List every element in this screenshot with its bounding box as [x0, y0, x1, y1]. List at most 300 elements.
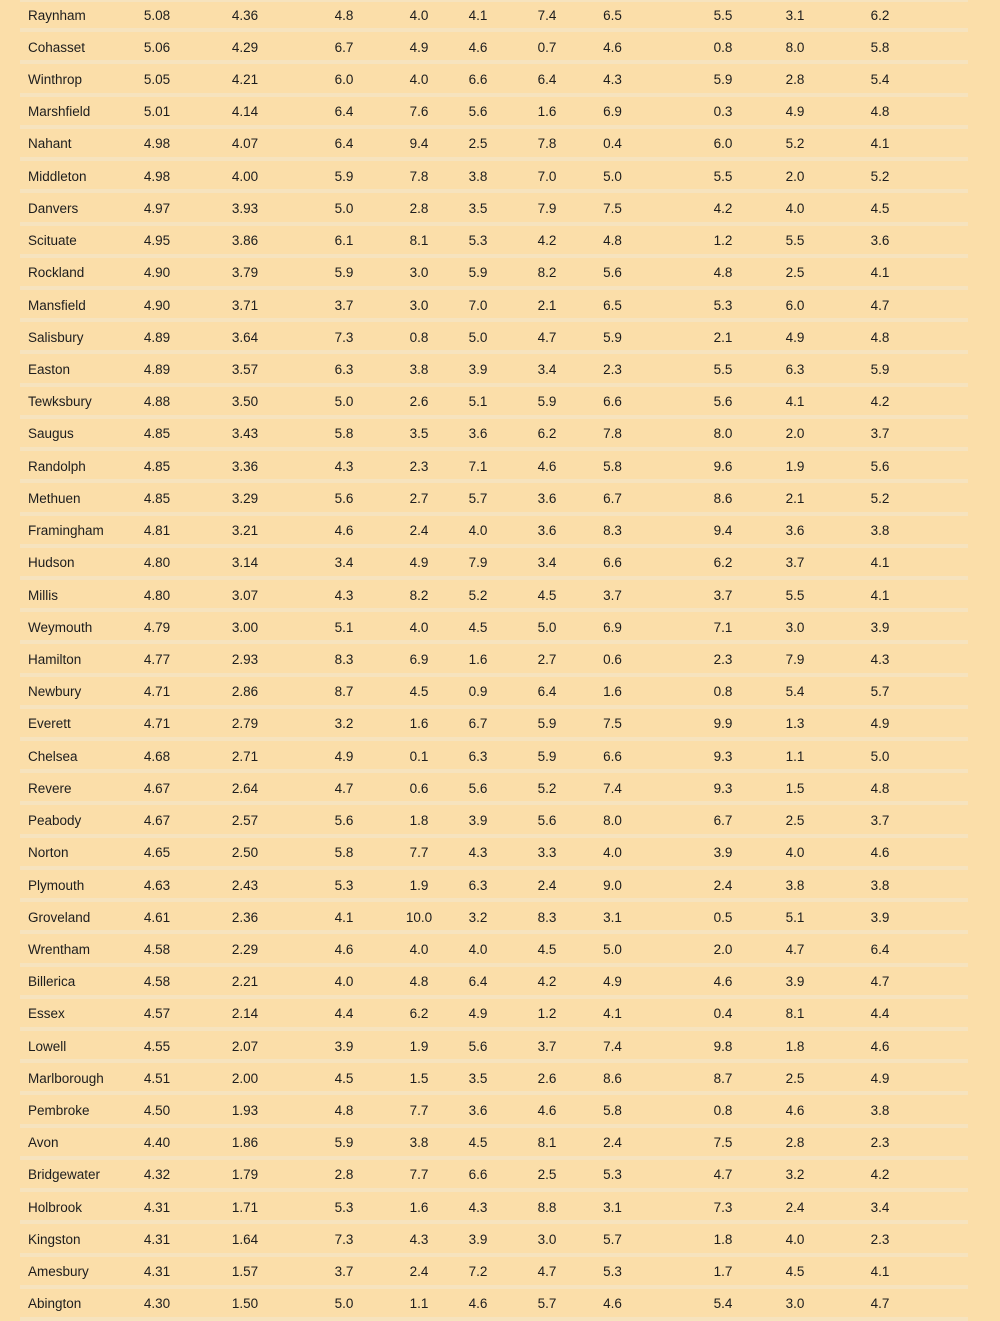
value-cell: 2.1: [713, 329, 733, 345]
table-row: [20, 677, 968, 709]
value-cell: 7.5: [713, 1135, 733, 1151]
value-cell: 2.00: [231, 1070, 259, 1086]
value-cell: 7.3: [713, 1199, 733, 1215]
value-cell: 3.7: [870, 813, 890, 829]
value-cell: 4.85: [143, 490, 171, 506]
table-row: [20, 161, 968, 193]
value-cell: 2.6: [537, 1070, 557, 1086]
value-cell: 3.50: [231, 394, 259, 410]
value-cell: 0.8: [713, 684, 733, 700]
value-cell: 3.6: [537, 490, 557, 506]
value-cell: 5.6: [870, 458, 890, 474]
value-cell: 4.0: [468, 941, 488, 957]
value-cell: 8.3: [537, 909, 557, 925]
value-cell: 3.9: [785, 974, 805, 990]
town-cell: Methuen: [28, 490, 81, 506]
value-cell: 4.81: [143, 523, 171, 539]
value-cell: 2.3: [409, 458, 429, 474]
value-cell: 0.1: [409, 748, 429, 764]
value-cell: 5.9: [537, 748, 557, 764]
table-row: [20, 838, 968, 870]
value-cell: 1.86: [231, 1135, 259, 1151]
table-row: [20, 483, 968, 515]
value-cell: 3.4: [870, 1199, 890, 1215]
town-cell: Billerica: [28, 974, 76, 990]
value-cell: 4.5: [468, 619, 488, 635]
value-cell: 3.6: [870, 233, 890, 249]
value-cell: 5.7: [537, 1296, 557, 1312]
value-cell: 2.4: [409, 1264, 429, 1280]
value-cell: 5.5: [785, 587, 805, 603]
value-cell: 4.95: [143, 233, 171, 249]
table-row: [20, 32, 968, 64]
town-cell: Kingston: [28, 1231, 81, 1247]
value-cell: 3.9: [468, 362, 488, 378]
town-cell: Nahant: [28, 136, 72, 152]
value-cell: 4.79: [143, 619, 171, 635]
table-row: [20, 64, 968, 96]
town-cell: Plymouth: [28, 877, 85, 893]
value-cell: 9.6: [713, 458, 733, 474]
table-row: [20, 1224, 968, 1256]
value-cell: 5.06: [143, 39, 171, 55]
value-cell: 7.9: [468, 555, 488, 571]
value-cell: 5.0: [334, 200, 354, 216]
table-row: [20, 1257, 968, 1289]
value-cell: 5.9: [334, 1135, 354, 1151]
value-cell: 3.9: [468, 813, 488, 829]
town-cell: Winthrop: [28, 72, 83, 88]
value-cell: 4.6: [468, 1296, 488, 1312]
value-cell: 2.64: [231, 780, 259, 796]
value-cell: 0.3: [713, 104, 733, 120]
town-cell: Peabody: [28, 813, 82, 829]
value-cell: 7.1: [468, 458, 488, 474]
value-cell: 4.6: [603, 1296, 622, 1312]
value-cell: 0.9: [468, 684, 488, 700]
value-cell: 4.9: [870, 1070, 890, 1086]
value-cell: 3.9: [713, 845, 733, 861]
value-cell: 2.14: [231, 1006, 259, 1022]
value-cell: 3.8: [409, 362, 429, 378]
value-cell: 6.2: [537, 426, 557, 442]
value-cell: 4.63: [143, 877, 171, 893]
value-cell: 3.7: [537, 1038, 557, 1054]
value-cell: 4.0: [334, 974, 354, 990]
value-cell: 4.77: [143, 651, 171, 667]
value-cell: 4.7: [713, 1167, 733, 1183]
value-cell: 1.79: [231, 1167, 259, 1183]
value-cell: 6.3: [334, 362, 354, 378]
value-cell: 5.8: [603, 1103, 622, 1119]
value-cell: 6.9: [603, 104, 622, 120]
value-cell: 4.14: [231, 104, 259, 120]
value-cell: 7.6: [409, 104, 429, 120]
value-cell: 4.8: [870, 104, 890, 120]
town-cell: Norton: [28, 845, 69, 861]
town-cell: Essex: [28, 1006, 65, 1022]
table-row: [20, 354, 968, 386]
value-cell: 3.6: [468, 426, 488, 442]
value-cell: 4.8: [334, 1103, 354, 1119]
value-cell: 2.86: [231, 684, 259, 700]
value-cell: 4.2: [870, 394, 890, 410]
value-cell: 4.1: [870, 1264, 890, 1280]
table-row: [20, 129, 968, 161]
value-cell: 3.7: [870, 426, 890, 442]
value-cell: 4.07: [231, 136, 259, 152]
value-cell: 4.7: [537, 329, 557, 345]
value-cell: 2.4: [713, 877, 733, 893]
value-cell: 4.80: [143, 555, 171, 571]
value-cell: 5.3: [334, 877, 354, 893]
value-cell: 5.9: [870, 362, 890, 378]
value-cell: 6.0: [334, 72, 354, 88]
value-cell: 4.6: [537, 458, 557, 474]
table-row: [20, 419, 968, 451]
value-cell: 6.1: [334, 233, 354, 249]
town-cell: Cohasset: [28, 39, 86, 55]
value-cell: 4.9: [870, 716, 890, 732]
value-cell: 4.8: [870, 780, 890, 796]
value-cell: 7.7: [409, 1167, 429, 1183]
value-cell: 4.0: [409, 72, 429, 88]
value-cell: 8.1: [785, 1006, 805, 1022]
value-cell: 2.4: [785, 1199, 805, 1215]
value-cell: 2.5: [468, 136, 488, 152]
value-cell: 3.00: [231, 619, 259, 635]
value-cell: 4.3: [603, 72, 622, 88]
value-cell: 5.9: [713, 72, 733, 88]
value-cell: 0.4: [713, 1006, 733, 1022]
value-cell: 4.8: [409, 974, 429, 990]
value-cell: 4.3: [334, 587, 354, 603]
value-cell: 1.9: [785, 458, 805, 474]
value-cell: 4.6: [468, 39, 488, 55]
value-cell: 4.6: [713, 974, 733, 990]
value-cell: 3.1: [785, 7, 805, 23]
value-cell: 2.3: [870, 1231, 890, 1247]
value-cell: 3.79: [231, 265, 259, 281]
value-cell: 4.2: [537, 233, 557, 249]
value-cell: 3.29: [231, 490, 259, 506]
value-cell: 3.8: [409, 1135, 429, 1151]
value-cell: 4.1: [334, 909, 354, 925]
value-cell: 7.1: [713, 619, 733, 635]
value-cell: 5.2: [537, 780, 557, 796]
value-cell: 3.86: [231, 233, 259, 249]
value-cell: 4.6: [785, 1103, 805, 1119]
value-cell: 4.98: [143, 136, 171, 152]
value-cell: 8.2: [409, 587, 429, 603]
value-cell: 4.1: [785, 394, 805, 410]
value-cell: 5.0: [334, 1296, 354, 1312]
value-cell: 3.0: [785, 1296, 805, 1312]
value-cell: 4.0: [785, 200, 805, 216]
value-cell: 9.4: [713, 523, 733, 539]
value-cell: 9.4: [409, 136, 429, 152]
value-cell: 4.89: [143, 329, 171, 345]
value-cell: 4.8: [334, 7, 354, 23]
value-cell: 4.85: [143, 458, 171, 474]
value-cell: 9.0: [603, 877, 622, 893]
value-cell: 5.6: [468, 104, 488, 120]
value-cell: 4.2: [537, 974, 557, 990]
value-cell: 6.2: [870, 7, 890, 23]
value-cell: 6.7: [468, 716, 488, 732]
table-row: [20, 612, 968, 644]
value-cell: 4.6: [334, 941, 354, 957]
value-cell: 3.2: [785, 1167, 805, 1183]
value-cell: 3.2: [334, 716, 354, 732]
town-cell: Raynham: [28, 7, 86, 23]
value-cell: 6.4: [334, 104, 354, 120]
table-row: [20, 870, 968, 902]
value-cell: 3.5: [409, 426, 429, 442]
value-cell: 4.5: [468, 1135, 488, 1151]
table-row: [20, 97, 968, 129]
value-cell: 5.0: [334, 394, 354, 410]
value-cell: 7.8: [409, 168, 429, 184]
value-cell: 4.85: [143, 426, 171, 442]
value-cell: 1.6: [468, 651, 488, 667]
value-cell: 8.7: [713, 1070, 733, 1086]
value-cell: 5.05: [143, 72, 171, 88]
value-cell: 9.3: [713, 780, 733, 796]
value-cell: 7.5: [603, 716, 622, 732]
value-cell: 4.88: [143, 394, 171, 410]
value-cell: 4.89: [143, 362, 171, 378]
value-cell: 3.4: [537, 555, 557, 571]
table-row: [20, 967, 968, 999]
value-cell: 6.4: [537, 684, 557, 700]
value-cell: 3.5: [468, 1070, 488, 1086]
table-row: [20, 1128, 968, 1160]
value-cell: 4.0: [603, 845, 622, 861]
value-cell: 7.5: [603, 200, 622, 216]
value-cell: 6.9: [603, 619, 622, 635]
town-cell: Hamilton: [28, 651, 82, 667]
value-cell: 1.2: [537, 1006, 557, 1022]
value-cell: 8.0: [603, 813, 622, 829]
table-row: [20, 773, 968, 805]
value-cell: 1.8: [713, 1231, 733, 1247]
value-cell: 7.3: [334, 1231, 354, 1247]
value-cell: 4.9: [468, 1006, 488, 1022]
town-cell: Weymouth: [28, 619, 93, 635]
value-cell: 5.6: [334, 813, 354, 829]
value-cell: 4.36: [231, 7, 259, 23]
value-cell: 4.5: [409, 684, 429, 700]
value-cell: 6.7: [603, 490, 622, 506]
value-cell: 3.6: [785, 523, 805, 539]
table-row: [20, 644, 968, 676]
value-cell: 2.0: [785, 168, 805, 184]
town-cell: Everett: [28, 716, 71, 732]
value-cell: 3.7: [334, 297, 354, 313]
value-cell: 5.6: [713, 394, 733, 410]
value-cell: 4.9: [785, 329, 805, 345]
town-cell: Saugus: [28, 426, 74, 442]
value-cell: 4.6: [537, 1103, 557, 1119]
value-cell: 4.5: [537, 941, 557, 957]
value-cell: 3.8: [870, 877, 890, 893]
table-row: [20, 1063, 968, 1095]
value-cell: 10.0: [405, 909, 433, 925]
value-cell: 5.0: [870, 748, 890, 764]
value-cell: 4.7: [334, 780, 354, 796]
town-cell: Bridgewater: [28, 1167, 101, 1183]
value-cell: 4.98: [143, 168, 171, 184]
value-cell: 5.3: [603, 1264, 622, 1280]
value-cell: 5.8: [334, 845, 354, 861]
value-cell: 9.8: [713, 1038, 733, 1054]
value-cell: 4.51: [143, 1070, 171, 1086]
town-cell: Abington: [28, 1296, 82, 1312]
value-cell: 8.1: [537, 1135, 557, 1151]
value-cell: 3.9: [870, 909, 890, 925]
value-cell: 3.36: [231, 458, 259, 474]
value-cell: 5.0: [603, 168, 622, 184]
value-cell: 2.43: [231, 877, 259, 893]
value-cell: 3.6: [537, 523, 557, 539]
table-row: [20, 709, 968, 741]
table-row: [20, 805, 968, 837]
value-cell: 5.0: [468, 329, 488, 345]
value-cell: 7.8: [603, 426, 622, 442]
value-cell: 8.3: [603, 523, 622, 539]
value-cell: 3.8: [870, 1103, 890, 1119]
town-cell: Scituate: [28, 233, 77, 249]
value-cell: 5.2: [468, 587, 488, 603]
value-cell: 3.93: [231, 200, 259, 216]
value-cell: 1.1: [409, 1296, 429, 1312]
value-cell: 1.8: [409, 813, 429, 829]
value-cell: 2.8: [785, 72, 805, 88]
value-cell: 2.79: [231, 716, 259, 732]
town-cell: Amesbury: [28, 1264, 89, 1280]
value-cell: 5.5: [713, 362, 733, 378]
value-cell: 2.4: [409, 523, 429, 539]
town-cell: Danvers: [28, 200, 79, 216]
value-cell: 0.6: [409, 780, 429, 796]
table-row: [20, 1289, 968, 1321]
value-cell: 3.3: [537, 845, 557, 861]
value-cell: 7.0: [468, 297, 488, 313]
value-cell: 4.58: [143, 941, 171, 957]
value-cell: 2.7: [409, 490, 429, 506]
value-cell: 1.50: [231, 1296, 259, 1312]
value-cell: 4.3: [468, 845, 488, 861]
value-cell: 5.3: [713, 297, 733, 313]
value-cell: 3.7: [334, 1264, 354, 1280]
value-cell: 4.1: [870, 587, 890, 603]
value-cell: 4.58: [143, 974, 171, 990]
value-cell: 0.8: [409, 329, 429, 345]
value-cell: 1.57: [231, 1264, 259, 1280]
value-cell: 4.1: [870, 265, 890, 281]
table-row: [20, 451, 968, 483]
table-row: [20, 322, 968, 354]
value-cell: 4.2: [713, 200, 733, 216]
table-row: [20, 193, 968, 225]
value-cell: 3.21: [231, 523, 259, 539]
table-row: [20, 290, 968, 322]
town-cell: Rockland: [28, 265, 85, 281]
value-cell: 2.29: [231, 941, 259, 957]
value-cell: 4.0: [409, 7, 429, 23]
value-cell: 3.4: [334, 555, 354, 571]
value-cell: 3.57: [231, 362, 259, 378]
value-cell: 2.36: [231, 909, 259, 925]
value-cell: 6.5: [603, 7, 622, 23]
value-cell: 4.1: [870, 136, 890, 152]
value-cell: 4.61: [143, 909, 171, 925]
value-cell: 1.8: [785, 1038, 805, 1054]
value-cell: 5.0: [537, 619, 557, 635]
town-cell: Lowell: [28, 1038, 67, 1054]
value-cell: 7.9: [785, 651, 805, 667]
value-cell: 5.9: [537, 716, 557, 732]
value-cell: 0.8: [713, 39, 733, 55]
table-row: [20, 258, 968, 290]
value-cell: 5.2: [785, 136, 805, 152]
value-cell: 4.9: [334, 748, 354, 764]
value-cell: 5.0: [603, 941, 622, 957]
value-cell: 4.4: [334, 1006, 354, 1022]
town-cell: Easton: [28, 362, 71, 378]
town-cell: Groveland: [28, 909, 91, 925]
value-cell: 3.8: [785, 877, 805, 893]
value-cell: 4.55: [143, 1038, 171, 1054]
value-cell: 5.8: [603, 458, 622, 474]
value-cell: 8.0: [713, 426, 733, 442]
value-cell: 5.1: [334, 619, 354, 635]
value-cell: 4.31: [143, 1231, 171, 1247]
value-cell: 6.4: [468, 974, 488, 990]
value-cell: 5.9: [603, 329, 622, 345]
value-cell: 5.7: [468, 490, 488, 506]
town-cell: Marshfield: [28, 104, 91, 120]
value-cell: 2.3: [603, 362, 622, 378]
value-cell: 2.4: [537, 877, 557, 893]
value-cell: 5.1: [785, 909, 805, 925]
value-cell: 4.6: [334, 523, 354, 539]
value-cell: 5.3: [468, 233, 488, 249]
value-cell: 7.7: [409, 845, 429, 861]
value-cell: 4.0: [468, 523, 488, 539]
value-cell: 6.5: [603, 297, 622, 313]
value-cell: 3.8: [468, 168, 488, 184]
value-cell: 4.0: [785, 1231, 805, 1247]
table-row: [20, 580, 968, 612]
value-cell: 6.0: [785, 297, 805, 313]
value-cell: 6.6: [468, 1167, 488, 1183]
town-cell: Salisbury: [28, 329, 84, 345]
value-cell: 5.4: [870, 72, 890, 88]
value-cell: 7.8: [537, 136, 557, 152]
value-cell: 1.6: [409, 1199, 429, 1215]
value-cell: 3.9: [334, 1038, 354, 1054]
value-cell: 4.9: [785, 104, 805, 120]
town-cell: Mansfield: [28, 297, 86, 313]
value-cell: 8.0: [785, 39, 805, 55]
value-cell: 7.3: [334, 329, 354, 345]
value-cell: 3.43: [231, 426, 259, 442]
value-cell: 6.2: [713, 555, 733, 571]
value-cell: 7.4: [603, 780, 622, 796]
town-cell: Marlborough: [28, 1070, 104, 1086]
